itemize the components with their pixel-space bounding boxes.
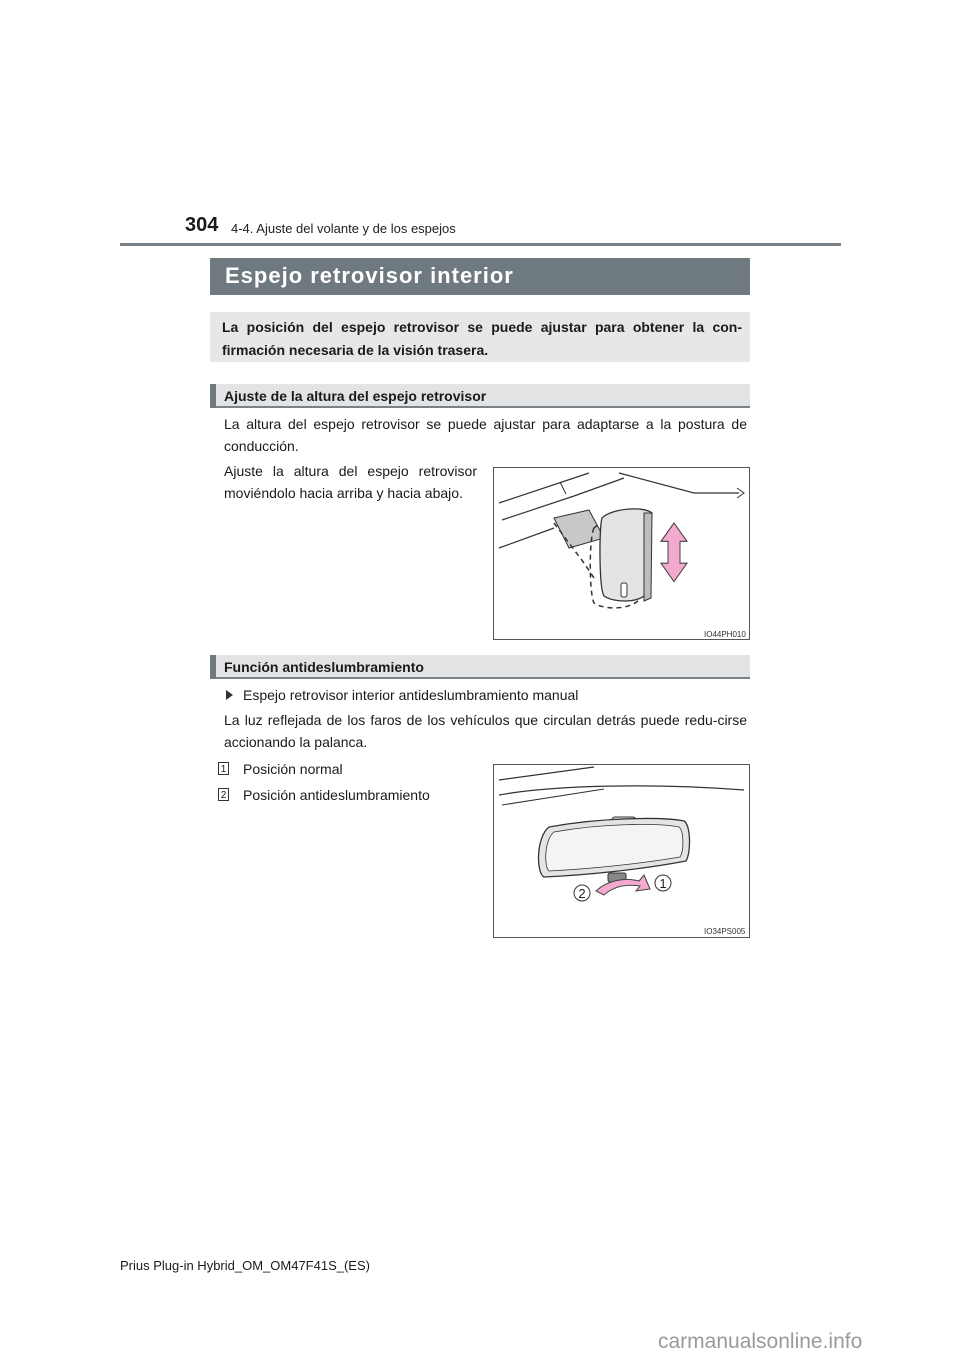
figure-antiglare bbox=[493, 764, 750, 938]
figure2-code: IO34PS005 bbox=[704, 927, 746, 936]
callout-1: 1 bbox=[659, 876, 667, 891]
item-number-1: 1 bbox=[218, 762, 229, 775]
page-title: Espejo retrovisor interior bbox=[225, 263, 514, 288]
header-rule bbox=[120, 243, 841, 246]
section-heading-marker bbox=[210, 384, 216, 408]
section-heading-marker bbox=[210, 655, 216, 679]
mirror-height-illustration bbox=[494, 468, 749, 639]
item-label-antiglare: Posición antideslumbramiento bbox=[243, 787, 430, 803]
bullet-triangle-icon bbox=[226, 690, 233, 700]
intro-text: La posición del espejo retrovisor se puede ajustar para obtener la con-firmación necesaria de la visión trasera. bbox=[222, 319, 742, 358]
antiglare-illustration bbox=[494, 765, 749, 937]
section2-paragraph: La luz reflejada de los faros de los vehículos que circulan detrás puede redu-cirse accionando la palanca. bbox=[224, 712, 747, 750]
callout-2: 2 bbox=[578, 886, 586, 901]
section-heading-height-text: Ajuste de la altura del espejo retrovisor bbox=[224, 388, 487, 404]
watermark: carmanualsonline.info bbox=[658, 1330, 863, 1353]
footer-document-id: Prius Plug-in Hybrid_OM_OM47F41S_(ES) bbox=[120, 1258, 370, 1273]
item-number-2: 2 bbox=[218, 788, 229, 801]
section1-paragraph: La altura del espejo retrovisor se puede ajustar para adaptarse a la postura de conducción. bbox=[224, 416, 747, 454]
section-path: 4-4. Ajuste del volante y de los espejos bbox=[231, 221, 456, 236]
item-label-normal: Posición normal bbox=[243, 761, 343, 777]
section1-instruction: Ajuste la altura del espejo retrovisor moviéndolo hacia arriba y hacia abajo. bbox=[224, 463, 477, 501]
section2-bullet: Espejo retrovisor interior antideslumbramiento manual bbox=[243, 687, 579, 703]
page-number: 304 bbox=[185, 214, 219, 236]
figure1-code: IO44PH010 bbox=[704, 630, 746, 639]
section-heading-antiglare-text: Función antideslumbramiento bbox=[224, 659, 424, 675]
figure-mirror-height bbox=[493, 467, 750, 640]
